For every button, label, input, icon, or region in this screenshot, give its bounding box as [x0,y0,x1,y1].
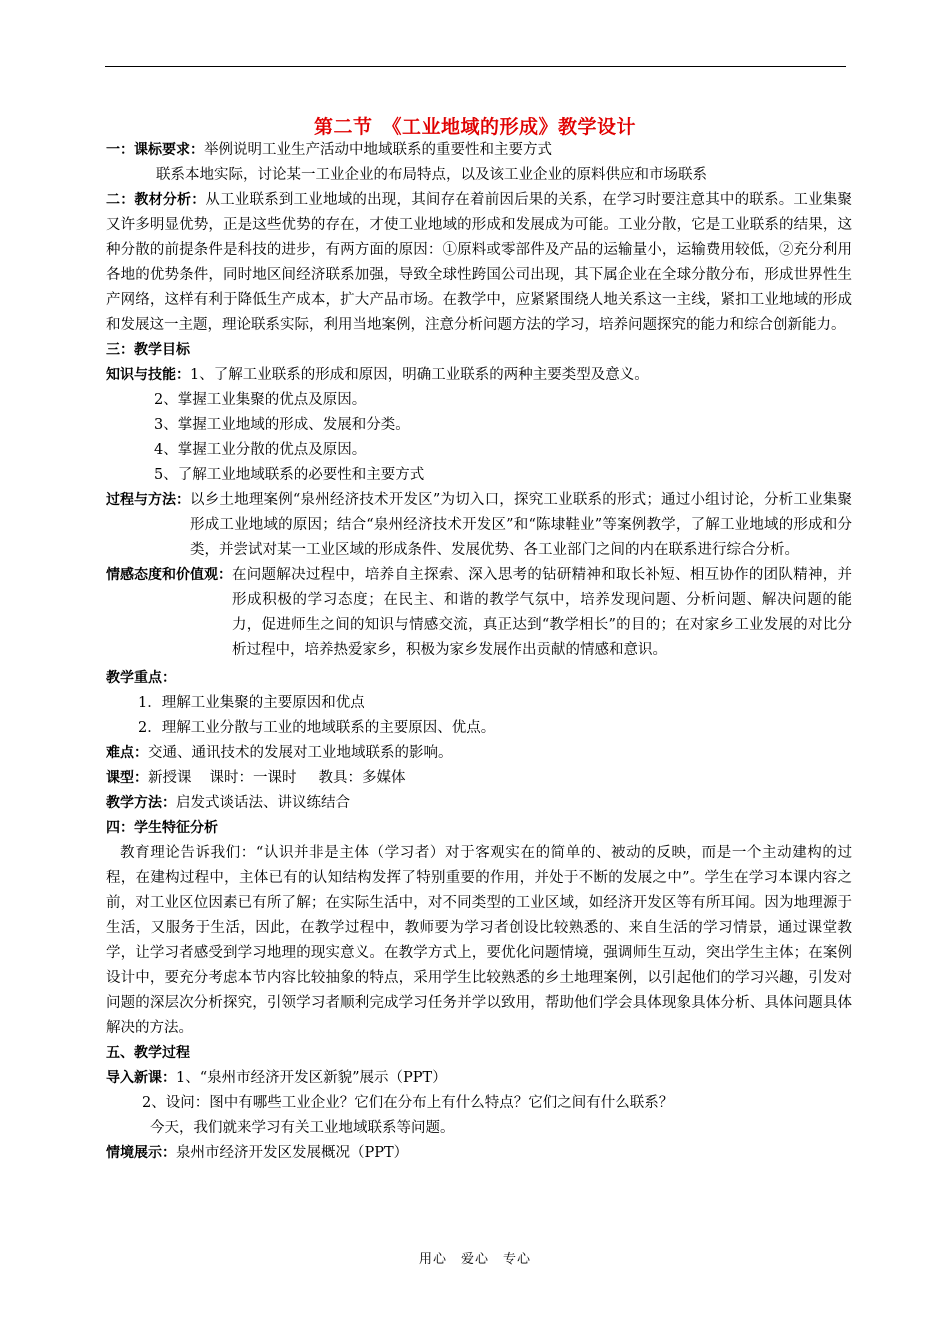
page-footer: 用心 爱心 专心 [418,1252,531,1267]
student-analysis-heading: 四：学生特征分析 [106,820,218,836]
teaching-process-heading: 五、教学过程 [106,1045,190,1061]
difficulty: 难点：交通、通讯技术的发展对工业地域联系的影响。 [106,745,453,761]
knowledge-goal-5: 5、了解工业地域联系的必要性和主要方式 [154,467,425,483]
header-rule [105,66,846,67]
textbook-analysis-label: 二：教材分析： [106,192,206,208]
knowledge-goal-4: 4、掌握工业分散的优点及原因。 [154,442,367,458]
student-analysis-text: 教育理论告诉我们：“认识并非是主体（学习者）对于客观实在的简单的、被动的反映，而是一个主动建构的过程，在建构过程中，主体已有的认知结构发挥了特别重要的作用，并处于不断的发展之中”。学生在学习本课内容之前，对工业区位因素已有所了解；在实际生活中，对不同类型的工业区域，如经济开发区等有所耳闻。因为地理源于生活，又服务于生活，因此，在教学过程中，教师要为学习者创设比较熟悉的、来自生活的学习情景，通过课堂教学，让学习者感受到学习地理的现实意义。在教学方式上，要优化问题情境，强调师生互动，突出学生主体；在案例设计中，要充分考虑本节内容比较抽象的特点，采用学生比较熟悉的乡土地理案例，以引起他们的学习兴趣，引发对问题的深层次分析探究，引领学习者顺利完成学习任务并学以致用，帮助他们学会具体现象具体分析、具体问题具体解决的方法。 [106,845,852,1036]
key-points-heading: 教学重点： [106,670,176,686]
curriculum-label: 一：课标要求： [106,142,204,158]
key-point-2: 2．理解工业分散与工业的地域联系的主要原因、优点。 [138,720,496,736]
page-title: 第二节 《工业地域的形成》教学设计 [313,116,636,138]
lesson-type: 课型：新授课 课时：一课时 教具：多媒体 [106,770,406,786]
scene-display: 情境展示：泉州市经济开发区发展概况（PPT） [106,1145,409,1161]
intro-2: 2、设问：图中有哪些工业企业？它们在分布上有什么特点？它们之间有什么联系？ [142,1095,674,1111]
textbook-analysis: 二：教材分析：从工业联系到工业地域的出现，其间存在着前因后果的关系，在学习时要注意其中的联系。工业集聚又许多明显优势，正是这些优势的存在，才使工业地域的形成和发展成为可能。工业分散，它是工业联系的结果，这种分散的前提条件是科技的进步，有两方面的原因：①原料或零部件及产品的运输量小，运输费用较低，②充分利用各地的优势条件，同时地区间经济联系加强，导致全球性跨国公司出现，其下属企业在全球分散分布，形成世界性生产网络，这样有利于降低生产成本，扩大产品市场。在教学中，应紧紧围绕人地关系这一主线，紧扣工业地域的形成和发展这一主题，理论联系实际，利用当地案例，注意分析问题方法的学习，培养问题探究的能力和综合创新能力。 [106,192,853,333]
knowledge-goal-1: 知识与技能：1、了解工业联系的形成和原因，明确工业联系的两种主要类型及意义。 [106,367,649,383]
teaching-method: 教学方法：启发式谈话法、讲议练结合 [106,795,350,811]
key-point-1: 1．理解工业集聚的主要原因和优点 [138,695,365,711]
emotion-values: 情感态度和价值观： 在问题解决过程中，培养自主探索、深入思考的钻研精神和取长补短、相互协作的团队精神，并形成积极的学习态度；在民主、和谐的教学气氛中，培养发现问题、分析问题、解决问题的能力，促进师生之间的知识与情感交流，真正达到“教学相长”的目的；在对家乡工业发展的对比分析过程中，培养热爱家乡，积极为家乡发展作出贡献的情感和意识。 [106,567,852,658]
intro-3: 今天，我们就来学习有关工业地域联系等问题。 [150,1120,455,1136]
intro-1: 导入新课：1、“泉州市经济开发区新貌”展示（PPT） [106,1070,447,1086]
curriculum-requirement: 一：课标要求：举例说明工业生产活动中地域联系的重要性和主要方式 [106,142,552,158]
process-method: 过程与方法： 以乡土地理案例“泉州经济技术开发区”为切入口，探究工业联系的形式；通过小组讨论，分析工业集聚形成工业地域的原因；结合“泉州经济技术开发区”和“陈埭鞋业”等案例教学，了解工业地域的形成和分类，并尝试对某一工业区域的形成条件、发展优势、各工业部门之间的内在联系进行综合分析。 [106,492,852,558]
knowledge-goal-3: 3、掌握工业地域的形成、发展和分类。 [154,417,410,433]
curriculum-requirement-2: 联系本地实际，讨论某一工业企业的布局特点，以及该工业企业的原料供应和市场联系 [156,167,707,183]
document-body [106,138,852,1166]
teaching-goals-heading: 三：教学目标 [106,342,190,358]
knowledge-goal-2: 2、掌握工业集聚的优点及原因。 [154,392,367,408]
